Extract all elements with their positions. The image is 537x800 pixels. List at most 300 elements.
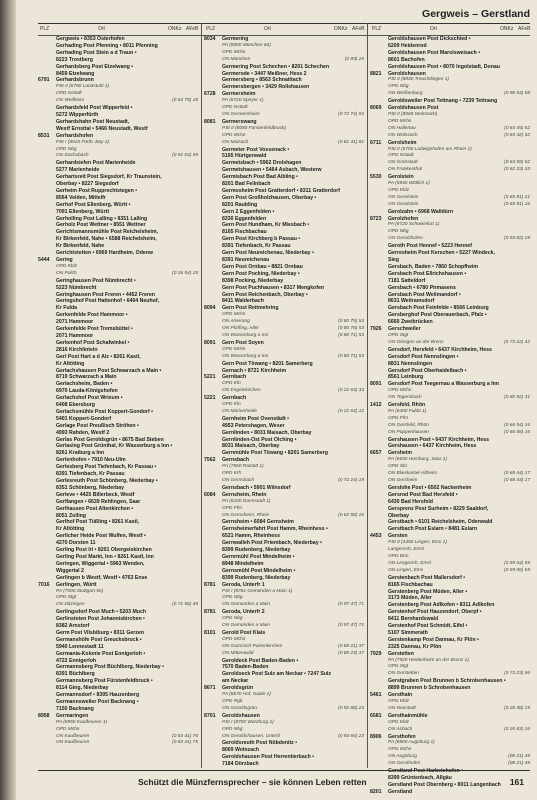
- directory-entry: [38, 409, 198, 416]
- entry-name: am Neckar: [222, 678, 249, 685]
- directory-entry: [38, 457, 198, 464]
- entry-name: Gerlage Post Preußisch Ströhen •: [56, 422, 139, 429]
- entry-name: 8114 Ging, Niederbay: [56, 685, 109, 692]
- directory-entry: [38, 651, 198, 658]
- directory-subline: [38, 153, 198, 160]
- entry-plz: 1412: [370, 402, 382, 409]
- entry-name: Gernbach: [222, 395, 247, 402]
- directory-entry: [38, 188, 198, 195]
- entry-name: PA (7000 Stuttgart 50): [56, 588, 104, 594]
- entry-name: OPD Mchn: [388, 747, 412, 753]
- entry-name: OPD Nstadt: [222, 105, 248, 111]
- entry-name: PSt II (6700 Ludwigshafen am Rhein 1): [388, 146, 472, 152]
- directory-entry: [38, 561, 198, 568]
- entry-name: Gerslohe Post • 6502 Nackenheim: [388, 484, 472, 491]
- directory-entry: [204, 368, 364, 375]
- directory-subline: [204, 112, 364, 119]
- entry-name: ON Tegernbach: [388, 395, 422, 401]
- entry-area-code: (0 80 92) 31: [504, 395, 530, 401]
- book-gutter: [0, 0, 16, 800]
- entry-name: Gerlas Post Geroldsgrün • 8675 Bad Steben: [56, 436, 164, 443]
- directory-entry: [38, 506, 198, 513]
- directory-entry: [38, 533, 198, 540]
- directory-entry: [38, 664, 198, 671]
- entry-name: OPD Kln: [222, 402, 241, 408]
- entry-name: OPD Mchn: [222, 346, 246, 352]
- entry-area-code: (0 92 88) 23: [338, 705, 364, 711]
- directory-entry: [38, 609, 198, 616]
- entry-name: ON Engelskirchen: [222, 388, 261, 394]
- directory-entry: [204, 561, 364, 568]
- entry-area-code: (0 80 71) 53: [338, 332, 364, 338]
- entry-name: Gersbach Post Weilmandorf •: [388, 291, 461, 298]
- entry-name: Gerold Post Klais: [222, 629, 266, 636]
- entry-name: ON Polch: [56, 270, 77, 276]
- entry-name: PA (6720 Speyer 1): [222, 98, 264, 104]
- entry-name: Kr Altötting: [56, 526, 85, 533]
- entry-name: OPD Mchn: [388, 118, 412, 124]
- directory-entry: [204, 229, 364, 236]
- entry-name: 8261 Kraiburg a Inn: [56, 450, 105, 457]
- entry-name: 4993 Rahden, Westf 2: [56, 429, 110, 436]
- entry-name: ON Marienheide: [222, 408, 257, 414]
- directory-entry: [370, 402, 530, 409]
- entry-name: Gerstland Post Obernberg • 8011 Langenbach: [388, 781, 501, 788]
- entry-name: Germerode • 3447 Meißner, Hess 2: [222, 70, 307, 77]
- directory-entry: [204, 243, 364, 250]
- directory-entry: [204, 257, 364, 264]
- directory-entry: [370, 678, 530, 685]
- entry-name: OPD Kln: [222, 381, 241, 387]
- entry-name: 8391 Büchlberg: [56, 671, 95, 678]
- directory-subline: [370, 561, 530, 568]
- directory-entry: [204, 630, 364, 637]
- entry-plz: 5221: [204, 395, 216, 402]
- entry-name: Gerholz Post Wettner • 8551 Wettner: [56, 222, 146, 229]
- entry-name: ON Gerolzhofen: [388, 236, 423, 242]
- directory-entry: [38, 312, 198, 319]
- directory-entry: [370, 298, 530, 305]
- entry-name: OPD Nbg: [388, 229, 409, 235]
- directory-entry: [204, 167, 364, 174]
- entry-name: 5277 Marienheide: [56, 167, 100, 174]
- directory-subline: [370, 671, 530, 678]
- entry-name: 8831 Nennslingen: [388, 360, 433, 367]
- directory-entry: [38, 616, 198, 623]
- entry-name: Gerstland Post Harbetshofen •: [388, 768, 464, 775]
- entry-name: ON Gerstetten: [388, 671, 419, 677]
- entry-name: Gerlachshof Post Wrixum •: [56, 395, 123, 402]
- directory-entry: [38, 471, 198, 478]
- entry-name: Geroldsweiler Post Tettnang • 7239 Tettnang: [388, 98, 498, 105]
- directory-subline: [204, 513, 364, 520]
- entry-name: ON München: [222, 56, 251, 62]
- entry-name: Germaringen: [56, 712, 89, 719]
- directory-entry: [38, 547, 198, 554]
- directory-subline: [204, 623, 364, 630]
- entry-plz: 8958: [38, 712, 50, 719]
- entry-plz: 5530: [370, 174, 382, 181]
- directory-entry: [204, 188, 364, 195]
- entry-plz: 6657: [370, 450, 382, 457]
- directory-entry: [38, 519, 198, 526]
- directory-entry: [38, 575, 198, 582]
- entry-area-code: (0 68 44) 17: [504, 471, 530, 477]
- entry-name: Gershausen • 6437 Kirchheim, Hess: [388, 443, 477, 450]
- entry-name: Gern Post Neureichenau, Niederbay •: [222, 250, 314, 257]
- directory-entry: [204, 216, 364, 223]
- entry-name: ON Weilheim: [56, 98, 85, 104]
- col-header-onkz-3: ONKz: [500, 26, 514, 32]
- entry-name: ON Gerolstein: [388, 201, 419, 207]
- entry-name: PSt II (8069 Wolnzach): [388, 111, 438, 117]
- entry-name: Langerech, Emsl: [388, 547, 424, 553]
- directory-entry: [38, 347, 198, 354]
- entry-name: Gersten: [388, 533, 408, 540]
- directory-entry: [38, 333, 198, 340]
- directory-subline: [38, 98, 198, 105]
- entry-name: Gerkenhof Post Schafwinkel •: [56, 339, 130, 346]
- directory-entry: [38, 492, 198, 499]
- entry-name: 8391 Tiefenbach, Kr Passau: [56, 471, 125, 478]
- col-header-ort: Ort: [98, 26, 105, 32]
- entry-name: Gersdorf Post Nennslingen •: [388, 353, 459, 360]
- entry-area-code: (0 26 83) 16: [504, 726, 530, 732]
- entry-name: 7091 Ellenberg, Württ: [56, 208, 110, 215]
- entry-area-code: (0 89) 25: [344, 56, 364, 62]
- entry-name: Gersbach, Baden • 7860 Schopfheim: [388, 263, 479, 270]
- directory-entry: [204, 430, 364, 437]
- entry-plz: 6084: [204, 491, 216, 498]
- entry-name: Gerlachsmühle Post Koppert-Gondorf •: [56, 408, 153, 415]
- entry-name: Westf Ernsttal • 5466 Neustadt, Westf: [56, 125, 148, 132]
- entry-name: Gern Post Reitmehring: [222, 305, 279, 312]
- entry-name: Geringhausen Post Freren • 4452 Freren: [56, 291, 155, 298]
- directory-entry: [38, 568, 198, 575]
- entry-name: Gern Post Reichenbach, Oberbay •: [222, 291, 308, 298]
- entry-name: Gernrmühl Post Mindelheim •: [222, 553, 295, 560]
- directory-entry: [204, 250, 364, 257]
- entry-name: Gerhardshahn Post Neustadt,: [56, 118, 130, 125]
- directory-entry: [38, 57, 198, 64]
- directory-entry: [38, 71, 198, 78]
- entry-name: ON Gemünden a Main: [222, 623, 270, 629]
- entry-name: Gerling Post Markt, Inn • 8261 Kastl, Inn: [56, 553, 154, 560]
- entry-name: ON Dachsbach: [56, 153, 89, 159]
- entry-name: Gerhading Post Pfenning • 8011 Pfenning: [56, 42, 158, 49]
- directory-entry: [370, 506, 530, 513]
- directory-entry: [38, 526, 198, 533]
- entry-name: Geroldshausen: [222, 712, 260, 719]
- entry-name: Geringhausen Post Nümbrecht •: [56, 277, 136, 284]
- directory-entry: [38, 671, 198, 678]
- directory-entry: [370, 443, 530, 450]
- entry-name: Germ Post Vilsbiburg • 8311 Gerzen: [56, 629, 144, 636]
- directory-entry: [204, 119, 364, 126]
- directory-entry: [204, 147, 364, 154]
- entry-name: Germosheim Post Gratterdorf • 8311 Gratterdorf: [222, 187, 340, 194]
- directory-column-2: [204, 36, 364, 766]
- entry-name: Gerhardsbrunn: [56, 77, 94, 84]
- directory-entry: [38, 326, 198, 333]
- column-header-row: [38, 23, 530, 36]
- col-header-ort-3: Ort: [430, 26, 437, 32]
- directory-entry: [370, 651, 530, 658]
- directory-entry: [370, 312, 530, 319]
- directory-entry: [204, 485, 364, 492]
- directory-subline: [370, 409, 530, 416]
- directory-entry: [370, 278, 530, 285]
- directory-subline: [370, 119, 530, 126]
- entry-name: PA (7560 Rastatt 1): [222, 464, 264, 470]
- entry-name: 8330 Eggenfelden: [222, 215, 267, 222]
- directory-entry: [38, 437, 198, 444]
- entry-name: Gerhartsreit Post Siegsdorf, Kr Traunstein,: [56, 174, 162, 181]
- entry-name: OPD Nbg: [222, 595, 243, 601]
- directory-entry: [38, 160, 198, 167]
- entry-name: Geroda, Unterfr 1: [222, 581, 265, 588]
- directory-entry: [204, 153, 364, 160]
- entry-name: Gerlesreuth Post Schönberg, Niederbay •: [56, 478, 158, 484]
- directory-entry: [370, 644, 530, 651]
- entry-name: 8223 Trostberg: [56, 56, 93, 63]
- directory-entry: [204, 568, 364, 575]
- entry-name: Gernwalleh Post Priembach, Niederbay •: [222, 540, 322, 547]
- directory-entry: [370, 485, 530, 492]
- directory-column-1: [38, 36, 198, 766]
- directory-entry: [204, 340, 364, 347]
- entry-name: Gerlasing Post Grünthal, Kr Wasserburg a Inn •: [56, 443, 173, 450]
- directory-entry: [38, 368, 198, 375]
- entry-name: 5940 Lennestadt 11: [56, 643, 104, 650]
- entry-plz: 8094: [204, 305, 216, 312]
- entry-name: Gerstenbach Post Mallersdorf •: [388, 574, 466, 581]
- entry-name: Gerichtstetten • 6969 Hardheim, Odenw: [56, 250, 153, 257]
- entry-name: Gern Post Ornbau • 8821 Ornbau: [222, 263, 303, 270]
- entry-name: Germannsberg Post Fürstenfeldbruck •: [56, 678, 153, 685]
- directory-entry: [38, 423, 198, 430]
- directory-entry: [38, 250, 198, 257]
- directory-entry: [38, 416, 198, 423]
- directory-entry: [38, 637, 198, 644]
- entry-name: 8398 Pocking, Niederbay: [222, 277, 284, 284]
- entry-name: PA (6100 Darmstadt 1): [222, 498, 271, 504]
- directory-entry: [38, 388, 198, 395]
- entry-name: 8399 Rudenberg, Niederbay: [222, 574, 291, 581]
- directory-entry: [370, 499, 530, 506]
- directory-entry: [204, 443, 364, 450]
- entry-area-code: (0 26 38) 15: [504, 705, 530, 711]
- entry-name: 8051 Zolling: [56, 512, 86, 519]
- directory-entry: [38, 305, 198, 312]
- directory-subline: [204, 140, 364, 147]
- directory-entry: [370, 347, 530, 354]
- directory-entry: [204, 195, 364, 202]
- entry-name: 2816 Kirchlinteln: [56, 346, 98, 353]
- directory-entry: [38, 374, 198, 381]
- directory-entry: [370, 326, 530, 333]
- directory-entry: [370, 271, 530, 278]
- directory-entry: [38, 181, 198, 188]
- entry-name: ON Lengerich, Emsl: [388, 560, 431, 566]
- directory-entry: [38, 278, 198, 285]
- entry-name: Geroldshausen Post Marolsweisach •: [388, 49, 481, 56]
- directory-entry: [204, 713, 364, 720]
- entry-name: OPD Kblz: [388, 187, 410, 193]
- directory-entry: [204, 292, 364, 299]
- entry-name: Germeter Post Vossenack •: [222, 146, 290, 153]
- directory-subline: [38, 720, 198, 727]
- entry-name: ON Wasserburg a Inn: [222, 353, 269, 359]
- directory-subline: [204, 699, 364, 706]
- directory-entry: [38, 582, 198, 589]
- entry-name: Sieg: [388, 257, 399, 263]
- entry-name: Geroldseck Post Sulz am Neckar • 7247 Sulz: [222, 671, 332, 678]
- directory-subline: [370, 236, 530, 243]
- directory-entry: [204, 181, 364, 188]
- directory-subline: [370, 761, 530, 768]
- directory-subline: [370, 720, 530, 727]
- directory-entry: [38, 64, 198, 71]
- entry-name: 8201 Bad Feilnbach: [222, 181, 271, 188]
- entry-name: 8391 Tiefenbach, Kr Passau: [222, 243, 291, 250]
- directory-subline: [204, 347, 364, 354]
- entry-area-code: (0 72 74) 93: [338, 111, 364, 117]
- directory-entry: [38, 658, 198, 665]
- col-header-plz: PLZ: [40, 26, 50, 32]
- entry-name: OPD Mchn: [222, 312, 246, 318]
- col-header-afeb-2: AFeB: [352, 26, 365, 32]
- entry-name: Gersheim: [388, 450, 412, 457]
- directory-subline: [370, 416, 530, 423]
- directory-subline: [204, 478, 364, 485]
- directory-subline: [204, 602, 364, 609]
- entry-name: OPD Nstadt: [388, 153, 414, 159]
- directory-subline: [370, 706, 530, 713]
- entry-name: 2071 Hammoor: [56, 319, 94, 326]
- entry-plz: 5221: [204, 374, 216, 381]
- entry-name: Gern Post Töwang • 8201 Samerberg: [222, 360, 313, 367]
- entry-name: Geroldshausen Post: [388, 105, 439, 112]
- entry-name: ON Maisach: [222, 139, 249, 145]
- entry-area-code: (0 93 82) 29: [504, 236, 530, 242]
- entry-name: 3173 Müden, Aller: [388, 595, 432, 602]
- directory-entry: [38, 685, 198, 692]
- entry-name: Gersbach Post Feinfelde • 8566 Leinburg: [388, 305, 489, 312]
- entry-name: Gerlingen, Württ: [56, 581, 97, 588]
- entry-plz: 5461: [370, 692, 382, 699]
- entry-name: OPD Mchn: [222, 132, 246, 138]
- entry-name: 8411 Walderbach: [222, 298, 264, 305]
- entry-name: OPD Kblz: [388, 719, 410, 725]
- entry-name: ON Hallertau: [388, 125, 416, 131]
- directory-entry: [38, 340, 198, 347]
- directory-subline: [370, 181, 530, 188]
- directory-subline: [204, 50, 364, 57]
- directory-entry: [204, 278, 364, 285]
- directory-entry: [38, 292, 198, 299]
- entry-name: 7181 Satteldorf: [388, 277, 426, 284]
- entry-name: PSt II (6790 Landstuhl 1): [56, 84, 110, 90]
- directory-subline: [38, 264, 198, 271]
- directory-subline: [38, 727, 198, 734]
- entry-name: Geroldsgrün: [222, 685, 254, 692]
- entry-name: Gerhardsfeld Post Wipperfeld •: [56, 105, 133, 112]
- entry-name: ON Gersthofen: [388, 761, 421, 767]
- entry-name: 4722 Ennigerloh: [56, 657, 97, 664]
- page-footer: [38, 770, 530, 793]
- directory-entry: [370, 264, 530, 271]
- directory-entry: [204, 540, 364, 547]
- entry-name: Gerstbach Post Eslarn • 8481 Eslarn: [388, 526, 478, 533]
- directory-entry: [370, 285, 530, 292]
- entry-name: Gerolzhofen: [388, 215, 419, 222]
- entry-name: ON Pfaffing, Aller: [222, 326, 259, 332]
- directory-entry: [38, 692, 198, 699]
- directory-entry: [38, 319, 198, 326]
- directory-entry: [38, 354, 198, 361]
- directory-entry: [204, 582, 364, 589]
- entry-name: 5223 Nümbrecht: [56, 284, 97, 291]
- entry-area-code: (0 84 42) 52: [504, 132, 530, 138]
- directory-entry: [38, 499, 198, 506]
- directory-entry: [38, 50, 198, 57]
- directory-subline: [204, 720, 364, 727]
- entry-name: Kr Altötting: [56, 360, 85, 367]
- entry-name: OPD Sbr: [388, 464, 408, 470]
- directory-subline: [370, 568, 530, 575]
- entry-name: Gerlhof Post Tüßling • 8261 Kastl,: [56, 519, 140, 526]
- directory-entry: [38, 630, 198, 637]
- entry-name: 2325 Dannau, Kr Plön: [388, 643, 442, 650]
- entry-plz: 7926: [370, 326, 382, 333]
- entry-name: ON Asbach: [388, 726, 413, 732]
- directory-entry: [38, 229, 198, 236]
- entry-name: 8601 Bachofen: [388, 56, 425, 63]
- entry-name: Gern Post Großholzhausen, Oberbay •: [222, 194, 317, 201]
- entry-area-code: (0 88 21) 37: [338, 643, 364, 649]
- entry-name: 8031 Maisach, Oberbay: [222, 443, 280, 450]
- directory-entry: [204, 285, 364, 292]
- entry-name: Gerlingen b Westf, Westf • 4763 Ense: [56, 574, 148, 581]
- directory-subline: [204, 727, 364, 734]
- entry-area-code: (0 71 56) 49: [172, 602, 198, 608]
- entry-name: Gersdorf Post Oberhaidelbach •: [388, 367, 467, 374]
- entry-name: Germetshausen • 5464 Asbach, Westerw: [222, 167, 322, 174]
- directory-entry: [370, 637, 530, 644]
- directory-entry: [38, 554, 198, 561]
- directory-subline: [370, 202, 530, 209]
- directory-entry: [38, 209, 198, 216]
- entry-name: PSt II (4450 Lingen, Ems 1): [388, 540, 447, 546]
- entry-name: ON Wolnzach: [388, 132, 418, 138]
- directory-subline: [38, 602, 198, 609]
- entry-area-code: (0 68 43) 17: [504, 478, 530, 483]
- entry-name: PA (7920 Heidenheim an der Brenz 1): [388, 657, 469, 663]
- entry-name: ON Lingen, Ems: [388, 567, 424, 573]
- directory-entry: [370, 43, 530, 50]
- directory-entry: [204, 450, 364, 457]
- entry-name: Gerichtsmannsmühle Post Reichelsheim,: [56, 229, 159, 236]
- entry-name: 8631 Weitramsdorf: [388, 298, 435, 305]
- directory-entry: [38, 112, 198, 119]
- directory-entry: [370, 98, 530, 105]
- entry-name: Gern Post Puchhausen • 8317 Mengkofen: [222, 284, 325, 291]
- entry-plz: 8101: [204, 629, 216, 636]
- directory-subline: [204, 409, 364, 416]
- directory-entry: [38, 540, 198, 547]
- entry-name: Gerhardshofen: [56, 132, 94, 139]
